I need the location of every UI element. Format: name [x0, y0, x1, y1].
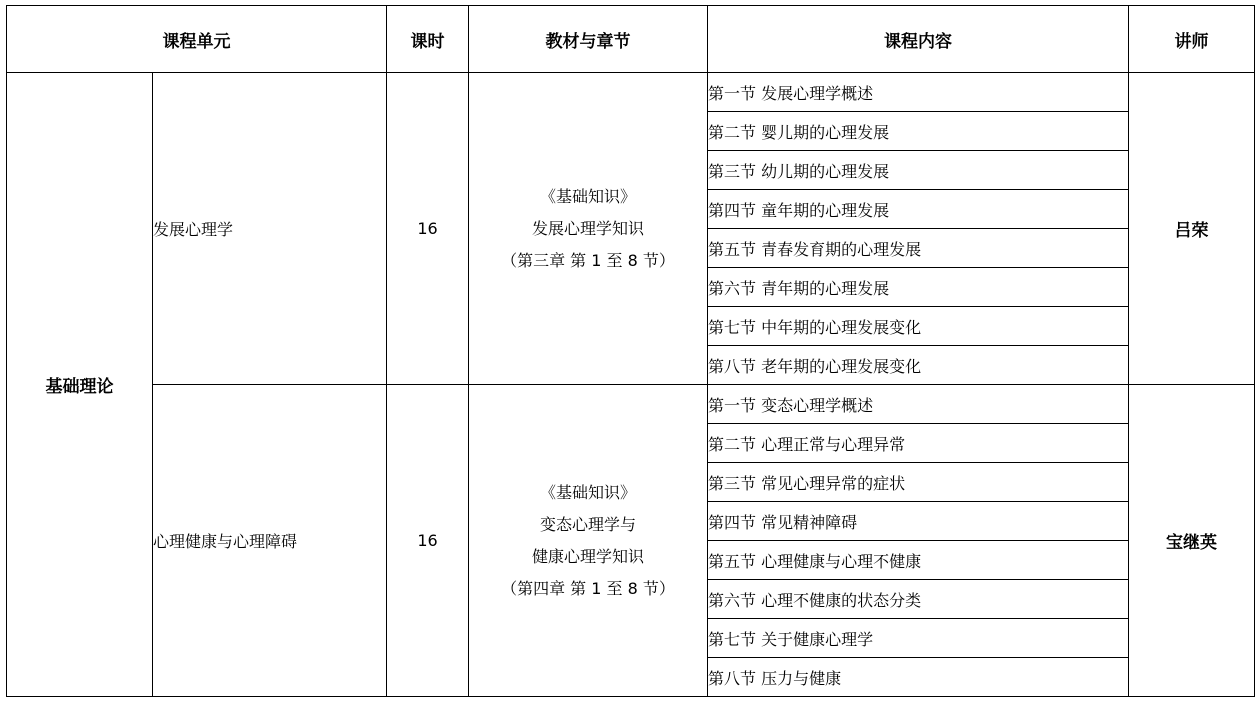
header-content: 课程内容: [708, 6, 1129, 73]
section-cell: 第六节 心理不健康的状态分类: [708, 580, 1129, 619]
section-cell: 第五节 心理健康与心理不健康: [708, 541, 1129, 580]
section-cell: 第一节 变态心理学概述: [708, 385, 1129, 424]
textbook-line: （第四章 第 1 至 8 节）: [501, 578, 675, 598]
section-cell: 第四节 常见精神障碍: [708, 502, 1129, 541]
textbook-cell: [469, 73, 708, 385]
hours-cell: 16: [387, 385, 469, 697]
section-cell: 第一节 发展心理学概述: [708, 73, 1129, 112]
teacher-cell: 吕荣: [1129, 73, 1255, 385]
textbook-line: 健康心理学知识: [531, 546, 644, 566]
section-cell: 第二节 婴儿期的心理发展: [708, 112, 1129, 151]
section-cell: 第八节 老年期的心理发展变化: [708, 346, 1129, 385]
section-cell: 第七节 中年期的心理发展变化: [708, 307, 1129, 346]
textbook-line: 变态心理学与: [539, 514, 636, 534]
section-cell: 第六节 青年期的心理发展: [708, 268, 1129, 307]
section-cell: 第七节 关于健康心理学: [708, 619, 1129, 658]
textbook-line: 《基础知识》: [539, 186, 636, 206]
textbook-line: （第三章 第 1 至 8 节）: [501, 250, 675, 270]
header-row: [7, 6, 1255, 73]
header-teacher: 讲师: [1129, 6, 1255, 73]
hours-cell: 16: [387, 73, 469, 385]
textbook-line: 《基础知识》: [539, 482, 636, 502]
header-hours: 课时: [387, 6, 469, 73]
section-cell: 第八节 压力与健康: [708, 658, 1129, 697]
table-row: [7, 73, 1255, 112]
course-schedule-table: [6, 5, 1255, 697]
header-unit: 课程单元: [7, 6, 387, 73]
textbook-line: 发展心理学知识: [531, 218, 644, 238]
section-cell: 第三节 幼儿期的心理发展: [708, 151, 1129, 190]
section-cell: 第四节 童年期的心理发展: [708, 190, 1129, 229]
teacher-cell: 宝继英: [1129, 385, 1255, 697]
section-cell: 第二节 心理正常与心理异常: [708, 424, 1129, 463]
category-cell: 基础理论: [7, 73, 153, 697]
unit-name-cell: 发展心理学: [153, 73, 387, 385]
header-textbook: 教材与章节: [469, 6, 708, 73]
section-cell: 第三节 常见心理异常的症状: [708, 463, 1129, 502]
textbook-cell: [469, 385, 708, 697]
unit-name-cell: 心理健康与心理障碍: [153, 385, 387, 697]
section-cell: 第五节 青春发育期的心理发展: [708, 229, 1129, 268]
table-row: [7, 385, 1255, 424]
